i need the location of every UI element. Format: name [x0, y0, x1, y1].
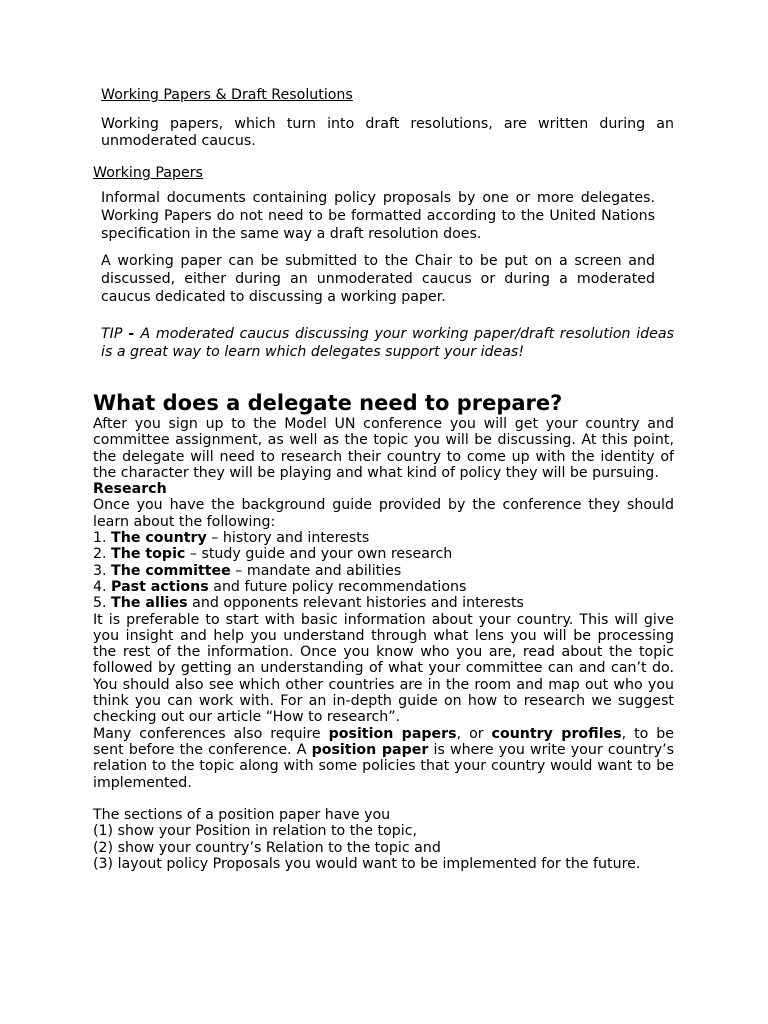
list-item-1: 1. The country – history and interests — [93, 530, 370, 547]
working-papers-paragraph-2: A working paper can be submitted to the Chair to be put on a screen and discussed, either during an unmoderated caucus or during a moderated caucus dedicated to discussing a working paper. — [101, 253, 655, 305]
page-heading: What does a delegate need to prepare? — [93, 391, 563, 415]
list-item-5: 5. The allies and opponents relevant histories and interests — [93, 595, 524, 612]
main-content — [93, 416, 674, 872]
research-intro: Once you have the background guide provided by the conference they should learn about the following: — [93, 497, 674, 530]
tip-label: TIP — [101, 326, 123, 342]
list-item-3: 3. The committee – mandate and abilities — [93, 562, 402, 579]
section-title: Working Papers & Draft Resolutions — [101, 87, 353, 103]
list-item-4: 4. Past actions and future policy recommendations — [93, 578, 467, 595]
section-item-1: (1) show your Position in relation to the topic, — [93, 823, 418, 840]
intro-paragraph: Working papers, which turn into draft resolutions, are written during an unmoderated caucus. — [101, 116, 674, 149]
research-label: Research — [93, 481, 167, 498]
section-item-2: (2) show your country’s Relation to the topic and — [93, 839, 441, 856]
tip-text: A moderated caucus discussing your working paper/draft resolution ideas is a great way to learn which delegates support your ideas! — [101, 326, 674, 360]
blank-line — [93, 791, 674, 807]
working-papers-paragraph-1: Informal documents containing policy proposals by one or more delegates. Working Papers do not need to be formatted according to the United Nations specification in the same way a draft resolution does. — [101, 190, 655, 242]
tip-dash: - — [122, 326, 141, 342]
preferable-paragraph: It is preferable to start with basic information about your country. This will give you insight and help you understand through what lens you will be processing the rest of the information. Once you know who you are, read about the topic followed by getting an understanding of what your committee can and can’t do. You should also see which other countries are in the room and map out who you think you can work with. For an in-depth guide on how to research we suggest checking out our article “How to research”. — [93, 611, 674, 726]
position-paragraph: Many conferences also require position papers, or country profiles, to be sent before the conference. A position paper is where you write your country’s relation to the topic along with some policies that your country would want to be implemented. — [93, 725, 675, 791]
list-item-2: 2. The topic – study guide and your own research — [93, 546, 453, 563]
section-item-3: (3) layout policy Proposals you would want to be implemented for the future. — [93, 856, 641, 873]
sections-intro: The sections of a position paper have you — [93, 807, 391, 824]
tip-paragraph — [101, 325, 674, 361]
prep-paragraph: After you sign up to the Model UN conference you will get your country and committee assignment, as well as the topic you will be discussing. At this point, the delegate will need to research their country to come up with the identity of the character they will be playing and what kind of policy they will be pursuing. — [93, 416, 674, 481]
working-papers-title: Working Papers — [93, 165, 203, 181]
